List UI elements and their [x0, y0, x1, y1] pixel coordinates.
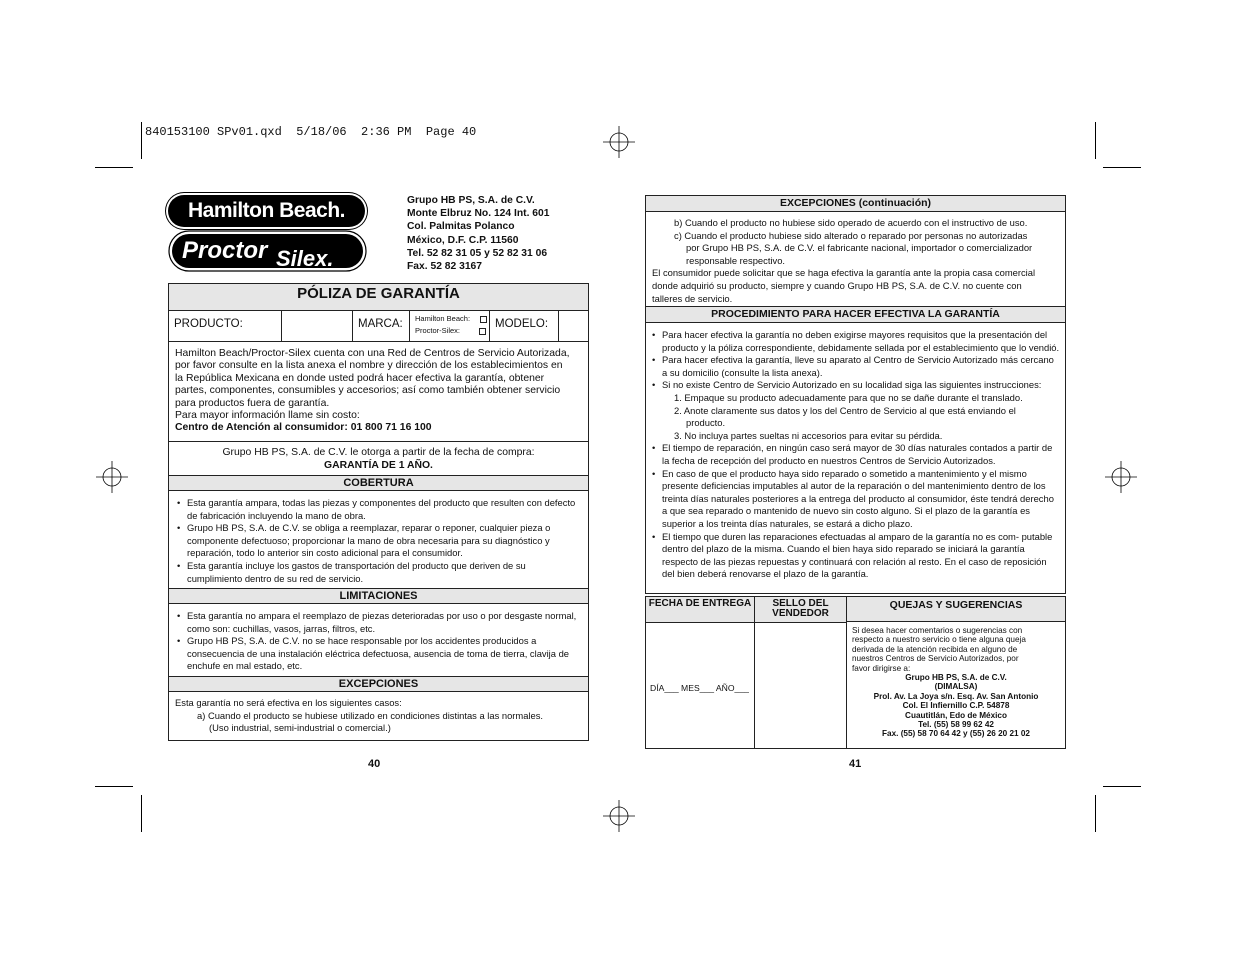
complaints-text: Si desea hacer comentarios o sugerencias con respecto a nuestro servicio o tiene alguna queja derivada de la atención recibida en alguno de nuestros Centros de Servicio Autorizados, por favor dirigirse a: Grupo HB PS, S.A. de C.V. (DIMALSA) Prol. Av. La Joya s/n. Esq. Av. San Antonio Col. El Infiernillo C.P. 54878 Cuautitlán, Edo de México Tel. (55) 58 99 62 42 Fax. (55) 58 70 64 42 y (55) 26 20 21 02: [852, 626, 1060, 739]
svg-text:Silex.: Silex.: [276, 246, 334, 271]
file-slug-line: 840153100 SPv01.qxd 5/18/06 2:36 PM Page 40: [145, 125, 477, 139]
checkbox-icon[interactable]: [480, 316, 487, 323]
coverage-header: COBERTURA: [168, 475, 589, 491]
list-item: • Grupo HB PS, S.A. de C.V. se obliga a reemplazar, reparar o reponer, cualquier pieza o componente defectuoso; proporcionar la mano de obra necesaria para su diagnóstico y reparación, todo lo anterior sin costo adicional para el consumidor.: [171, 522, 580, 560]
model-label: MODELO:: [495, 318, 549, 330]
page-number: 41: [849, 758, 862, 770]
exceptions-continued-section: b) Cuando el producto no hubiese sido operado de acuerdo con el instructivo de uso. c) Cuando el producto hubiese sido alterado o reparado por personas no autorizadas por Grupo HB PS, S.A. de C.V. el fabricante nacional, importador o comercializador responsable respectivo. El consumidor puede solicitar que se haga efectiva la garantía ante la propia casa comercial donde adquirió su producto, siempre y cuando Grupo HB PS, S.A. de C.V. no cuente con talleres de servicio.: [645, 211, 1066, 307]
list-item: • Esta garantía incluye los gastos de transportación del producto que deriven de su cumplimiento dentro de su red de servicio.: [171, 560, 580, 585]
limitations-header: LIMITACIONES: [168, 588, 589, 604]
list-item: • El tiempo que duren las reparaciones efectuadas al amparo de la garantía no es com- putable dentro del plazo de la misma. Cuando el bien haya sido reparado se iniciará la garantía respecto de las piezas repuestas y continuará con relación al resto. En el caso de reposición del bien deberá renovarse el plazo de la garantía.: [646, 531, 1061, 581]
page-title: PÓLIZA DE GARANTÍA: [297, 285, 460, 302]
list-item: • Para hacer efectiva la garantía, lleve su aparato al Centro de Servicio Autorizado más cercano a su domicilio (consulte la lista anexa).: [646, 354, 1061, 379]
product-label: PRODUCTO:: [174, 318, 243, 330]
svg-text:Proctor: Proctor: [182, 237, 268, 264]
page-number: 40: [368, 758, 381, 770]
warranty-title-bar: [168, 283, 589, 311]
seller-seal-header: SELLO DEL VENDEDOR: [772, 598, 829, 619]
company-address: Grupo HB PS, S.A. de C.V. Monte Elbruz No. 124 Int. 601 Col. Palmitas Polanco México, D.F. C.P. 11560 Tel. 52 82 31 05 y 52 82 31 06 Fax. 52 82 3167: [407, 195, 550, 273]
call-center-line: Centro de Atención al consumidor: 01 800 71 16 100: [175, 422, 432, 434]
warranty-grant-section: Grupo HB PS, S.A. de C.V. le otorga a partir de la fecha de compra: GARANTÍA DE 1 AÑO.: [168, 441, 589, 476]
list-item: • Esta garantía no ampara el reemplazo de piezas deterioradas por uso o por desgaste normal, como son: cuchillas, vasos, jarras, filtros, etc.: [171, 610, 580, 635]
date-field[interactable]: DÍA___ MES___ AÑO___: [650, 683, 749, 693]
list-item: • Grupo HB PS, S.A. de C.V. no se hace responsable por los accidentes producidos a consecuencia de una instalación eléctrica defectuosa, ausencia de toma de tierra, clavija de enchufe en mal estado, etc.: [171, 635, 580, 673]
registration-mark-icon: [603, 126, 635, 158]
exceptions-header: EXCEPCIONES: [168, 676, 589, 692]
procedure-header: PROCEDIMIENTO PARA HACER EFECTIVA LA GARANTÍA: [645, 306, 1066, 323]
list-item: • Esta garantía ampara, todas las piezas y componentes del producto que resulten con defecto de fabricación incluyendo la mano de obra.: [171, 497, 580, 522]
coverage-section: [168, 490, 589, 591]
registration-mark-icon: [1105, 461, 1137, 493]
delivery-date-header: FECHA DE ENTREGA: [648, 598, 752, 609]
intro-section: Hamilton Beach/Proctor-Silex cuenta con una Red de Centros de Servicio Autorizada, por favor consulte en la lista anexa el nombre y dirección de los establecimientos en la República Mexicana en donde usted podrá hacer efectiva la garantía, obtener partes, componentes, consumibles y accesorios; así como también obtener servicio para productos fuera de garantía. Para mayor información llame sin costo: Centro de Atención al consumidor: 01 800 71 16 100: [168, 341, 589, 442]
checkbox-icon[interactable]: [479, 328, 486, 335]
brand-options: [415, 313, 487, 337]
brand-label: MARCA:: [358, 318, 403, 330]
complaints-header: QUEJAS Y SUGERENCIAS: [889, 599, 1023, 611]
brand-option-proctor[interactable]: Proctor-Silex:: [415, 325, 487, 337]
registration-mark-icon: [96, 461, 128, 493]
product-brand-model-row: [168, 310, 589, 342]
list-item: • Si no existe Centro de Servicio Autorizado en su localidad siga las siguientes instrucciones: 1. Empaque su producto adecuadamente para que no se dañe durante el translado. 2. Anote claramente sus datos y los del Centro de Servicio al que está enviando el producto. 3. No incluya partes sueltas ni accesorios para evitar su pérdida.: [646, 379, 1061, 442]
warranty-duration: GARANTÍA DE 1 AÑO.: [324, 460, 433, 471]
procedure-section: [645, 322, 1066, 594]
exceptions-continued-header: EXCEPCIONES (continuación): [645, 195, 1066, 212]
complaints-address: Grupo HB PS, S.A. de C.V. (DIMALSA) Prol. Av. La Joya s/n. Esq. Av. San Antonio Col. El Infiernillo C.P. 54878 Cuautitlán, Edo de México Tel. (55) 58 99 62 42 Fax. (55) 58 70 64 42 y (55) 26 20 21 02: [873, 673, 1039, 739]
limitations-section: [168, 603, 589, 677]
registration-mark-icon: [603, 800, 635, 832]
exceptions-section: Esta garantía no será efectiva en los siguientes casos: a) Cuando el producto se hubiese utilizado en condiciones distintas a las normales. (Uso industrial, semi-industrial o comercial.): [168, 691, 589, 741]
list-item: • El tiempo de reparación, en ningún caso será mayor de 30 días naturales contados a partir de la fecha de recepción del producto en nuestros Centros de Servicio Autorizados.: [646, 442, 1061, 467]
delivery-seal-complaints-table: [645, 596, 1066, 749]
hamilton-beach-logo: Hamilton Beach.: [168, 195, 365, 227]
proctor-silex-logo: [168, 230, 367, 272]
brand-option-hamilton[interactable]: Hamilton Beach:: [415, 313, 487, 325]
seller-seal-area: [753, 623, 754, 624]
list-item: • Para hacer efectiva la garantía no deben exigirse mayores requisitos que la presentación del producto y la póliza correspondiente, debidamente sellada por el establecimiento que lo vendió.: [646, 329, 1061, 354]
list-item: • En caso de que el producto haya sido reparado o sometido a mantenimiento y el mismo presente deficiencias imputables al autor de la reparación o del mantenimiento dentro de los treinta días naturales posteriores a la entrega del producto al consumidor, éste tendrá derecho a que sea reparado o mantenido de nuevo sin costo alguno. Si el plazo de la garantía es superior a los treinta días naturales, se estará a dicho plazo.: [646, 468, 1061, 531]
